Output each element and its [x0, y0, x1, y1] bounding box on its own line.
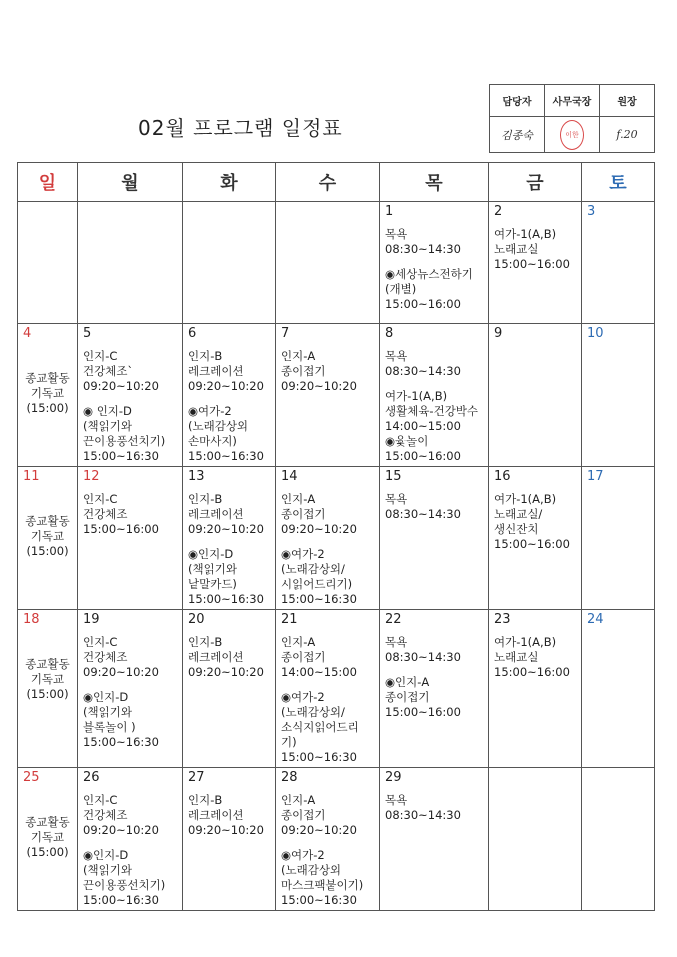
day-number: 25 [23, 770, 40, 785]
schedule-line: 09:20~10:20 [83, 379, 159, 393]
day-cell [489, 324, 582, 467]
day-cell [183, 467, 276, 610]
schedule-line: (노래감상외/ [281, 562, 345, 576]
schedule-line: ◉윷놀이 [385, 434, 429, 448]
day-cell [78, 467, 183, 610]
schedule-line: 끈이용풍선치기) [83, 878, 166, 892]
schedule-line: ◉여가-2 [281, 690, 325, 704]
sunday-note: 기독교 [30, 386, 65, 400]
day-cell [78, 324, 183, 467]
schedule-line: 15:00~16:00 [385, 297, 461, 311]
day-cell [183, 202, 276, 324]
schedule-line: 09:20~10:20 [83, 823, 159, 837]
schedule-line: ◉여가-2 [281, 848, 325, 862]
schedule-line: ◉세상뉴스전하기 [385, 267, 473, 281]
day-cell [489, 467, 582, 610]
day-number: 6 [188, 326, 197, 341]
schedule-line: 여가-1(A,B) [494, 492, 557, 506]
signature-manager: 김종숙 [501, 128, 533, 142]
schedule-line: ◉인지-D [188, 547, 234, 561]
sunday-note: (15:00) [26, 401, 69, 415]
schedule-line: 08:30~14:30 [385, 808, 461, 822]
day-cell [18, 768, 78, 911]
schedule-line: (책읽기와 [83, 863, 132, 877]
day-number: 2 [494, 204, 503, 219]
schedule-line: 소식지읽어드리 [281, 720, 359, 734]
day-number: 12 [83, 469, 100, 484]
schedule-line: 낱말카드) [188, 577, 237, 591]
approval-header-manager: 담당자 [490, 85, 545, 117]
schedule-line: 종이접기 [281, 808, 326, 822]
schedule-line: 15:00~16:00 [494, 537, 570, 551]
schedule-line: 생활체육-건강박수 [385, 404, 479, 418]
weekday-header-thu: 목 [380, 163, 489, 202]
day-cell [78, 202, 183, 324]
day-number: 23 [494, 612, 511, 627]
day-cell [276, 467, 380, 610]
approval-box [489, 84, 655, 153]
schedule-line: 15:00~16:00 [494, 257, 570, 271]
day-number: 3 [587, 204, 596, 219]
weekday-header-sun: 일 [18, 163, 78, 202]
day-cell [78, 768, 183, 911]
schedule-line: (노래감상외 [281, 863, 342, 877]
schedule-line: 목욕 [385, 793, 408, 807]
schedule-line: ◉인지-D [83, 690, 129, 704]
schedule-line: 15:00~16:30 [83, 449, 159, 463]
sunday-note: 종교활동 [25, 514, 70, 528]
schedule-line: 인지-C [83, 492, 118, 506]
schedule-line: 인지-C [83, 793, 118, 807]
schedule-line: 15:00~16:00 [385, 705, 461, 719]
schedule-line: 08:30~14:30 [385, 650, 461, 664]
day-number: 16 [494, 469, 511, 484]
day-number: 4 [23, 326, 32, 341]
day-cell [380, 768, 489, 911]
week-row [18, 202, 655, 324]
schedule-line: 09:20~10:20 [188, 379, 264, 393]
schedule-line: 레크레이션 [188, 507, 244, 521]
day-cell [380, 467, 489, 610]
week-row [18, 324, 655, 467]
line-gap [385, 379, 483, 389]
day-number: 8 [385, 326, 394, 341]
line-gap [385, 257, 483, 267]
schedule-line: 09:20~10:20 [83, 665, 159, 679]
line-gap [188, 394, 270, 404]
schedule-line: 목욕 [385, 635, 408, 649]
schedule-line: 종이접기 [385, 690, 430, 704]
day-number: 28 [281, 770, 298, 785]
schedule-line: 14:00~15:00 [385, 419, 461, 433]
day-cell [276, 324, 380, 467]
day-number: 9 [494, 326, 503, 341]
weekday-header-sat: 토 [582, 163, 655, 202]
schedule-line: 목욕 [385, 227, 408, 241]
schedule-line: 14:00~15:00 [281, 665, 357, 679]
approval-signature-director [600, 117, 655, 153]
schedule-line: 레크레이션 [188, 364, 244, 378]
sunday-note: (15:00) [26, 687, 69, 701]
schedule-line: 종이접기 [281, 364, 326, 378]
page-title: 02월 프로그램 일정표 [138, 116, 343, 140]
schedule-line: 08:30~14:30 [385, 507, 461, 521]
schedule-line: 15:00~16:00 [83, 522, 159, 536]
schedule-line: 15:00~16:00 [494, 665, 570, 679]
schedule-line: 건강체조 [83, 650, 128, 664]
schedule-line: 15:00~16:30 [281, 592, 357, 606]
schedule-line: 기) [281, 735, 297, 749]
weekday-header-mon: 월 [78, 163, 183, 202]
day-number: 1 [385, 204, 394, 219]
seal-stamp: 이한 [560, 120, 584, 150]
schedule-line: 15:00~16:00 [385, 449, 461, 463]
day-cell [582, 324, 655, 467]
schedule-line: 15:00~16:30 [281, 750, 357, 764]
schedule-line: 노래교실 [494, 650, 539, 664]
schedule-line: 노래교실/ [494, 507, 543, 521]
schedule-line: 인지-B [188, 349, 223, 363]
schedule-line: 09:20~10:20 [188, 522, 264, 536]
sunday-note: 종교활동 [25, 371, 70, 385]
signature-director: f.20 [616, 128, 638, 141]
day-cell [489, 610, 582, 768]
schedule-line: 15:00~16:30 [188, 592, 264, 606]
schedule-line: 인지-A [281, 492, 316, 506]
line-gap [281, 838, 374, 848]
schedule-line: 종이접기 [281, 507, 326, 521]
day-cell [276, 610, 380, 768]
schedule-line: (책읽기와 [83, 419, 132, 433]
day-number: 7 [281, 326, 290, 341]
day-number: 19 [83, 612, 100, 627]
schedule-line: 여가-1(A,B) [494, 635, 557, 649]
approval-signature-secretary [545, 117, 600, 153]
calendar-table [17, 162, 655, 911]
schedule-line: (노래감상외 [188, 419, 249, 433]
day-number: 26 [83, 770, 100, 785]
schedule-line: 손마사지) [188, 434, 237, 448]
line-gap [281, 537, 374, 547]
day-cell [78, 610, 183, 768]
day-cell [380, 202, 489, 324]
schedule-line: 15:00~16:30 [83, 893, 159, 907]
schedule-line: 레크레이션 [188, 808, 244, 822]
day-number: 14 [281, 469, 298, 484]
schedule-line: 건강체조 [83, 808, 128, 822]
schedule-line: (책읽기와 [188, 562, 237, 576]
day-cell [380, 324, 489, 467]
schedule-line: ◉인지-A [385, 675, 430, 689]
sunday-note: 종교활동 [25, 657, 70, 671]
day-number: 22 [385, 612, 402, 627]
day-cell [18, 202, 78, 324]
line-gap [385, 665, 483, 675]
schedule-line: 건강체조` [83, 364, 134, 378]
day-number: 21 [281, 612, 298, 627]
weekday-header-fri: 금 [489, 163, 582, 202]
sunday-note: (15:00) [26, 544, 69, 558]
day-number: 5 [83, 326, 92, 341]
schedule-line: 목욕 [385, 349, 408, 363]
week-row [18, 768, 655, 911]
day-number: 11 [23, 469, 40, 484]
schedule-line: (책읽기와 [83, 705, 132, 719]
weekday-header-wed: 수 [276, 163, 380, 202]
schedule-line: 인지-A [281, 635, 316, 649]
schedule-line: 마스크팩붙이기) [281, 878, 364, 892]
day-cell [18, 610, 78, 768]
sunday-note: 기독교 [30, 830, 65, 844]
schedule-line: 15:00~16:30 [281, 893, 357, 907]
schedule-line: 09:20~10:20 [281, 379, 357, 393]
week-row [18, 610, 655, 768]
line-gap [83, 680, 177, 690]
schedule-line: 인지-B [188, 635, 223, 649]
approval-signature-manager [490, 117, 545, 153]
schedule-line: 목욕 [385, 492, 408, 506]
schedule-line: (노래감상외/ [281, 705, 345, 719]
schedule-line: 블록놀이 ) [83, 720, 136, 734]
day-number: 27 [188, 770, 205, 785]
day-cell [18, 467, 78, 610]
schedule-line: (개별) [385, 282, 417, 296]
schedule-line: 인지-B [188, 492, 223, 506]
weekday-header-row [18, 163, 655, 202]
day-cell [380, 610, 489, 768]
day-cell [582, 467, 655, 610]
schedule-line: 09:20~10:20 [188, 823, 264, 837]
day-cell [582, 768, 655, 911]
schedule-line: ◉여가-2 [281, 547, 325, 561]
schedule-line: ◉ 인지-D [83, 404, 132, 418]
calendar-body [18, 202, 655, 911]
schedule-line: 인지-C [83, 349, 118, 363]
day-cell [276, 768, 380, 911]
day-cell [18, 324, 78, 467]
day-number: 18 [23, 612, 40, 627]
schedule-line: 레크레이션 [188, 650, 244, 664]
schedule-line: 인지-B [188, 793, 223, 807]
schedule-line: 노래교실 [494, 242, 539, 256]
approval-header-secretary: 사무국장 [545, 85, 600, 117]
sunday-note: (15:00) [26, 845, 69, 859]
sunday-note: 종교활동 [25, 815, 70, 829]
approval-header-director: 원장 [600, 85, 655, 117]
schedule-line: 08:30~14:30 [385, 242, 461, 256]
schedule-line: 09:20~10:20 [281, 522, 357, 536]
day-cell [489, 202, 582, 324]
day-cell [582, 202, 655, 324]
sunday-note: 기독교 [30, 529, 65, 543]
schedule-line: 여가-1(A,B) [494, 227, 557, 241]
day-number: 10 [587, 326, 604, 341]
schedule-line: 15:00~16:30 [188, 449, 264, 463]
schedule-line: 인지-A [281, 793, 316, 807]
schedule-line: 여가-1(A,B) [385, 389, 448, 403]
day-number: 20 [188, 612, 205, 627]
day-number: 17 [587, 469, 604, 484]
day-number: 15 [385, 469, 402, 484]
day-cell [183, 610, 276, 768]
schedule-line: 인지-A [281, 349, 316, 363]
schedule-line: 종이접기 [281, 650, 326, 664]
schedule-line: 건강체조 [83, 507, 128, 521]
week-row [18, 467, 655, 610]
schedule-line: ◉인지-D [83, 848, 129, 862]
schedule-line: 생신잔치 [494, 522, 539, 536]
weekday-header-tue: 화 [183, 163, 276, 202]
day-cell [489, 768, 582, 911]
schedule-line: 09:20~10:20 [188, 665, 264, 679]
line-gap [281, 680, 374, 690]
line-gap [188, 537, 270, 547]
day-cell [183, 768, 276, 911]
day-number: 29 [385, 770, 402, 785]
day-cell [183, 324, 276, 467]
schedule-line: 08:30~14:30 [385, 364, 461, 378]
schedule-line: 09:20~10:20 [281, 823, 357, 837]
day-cell [582, 610, 655, 768]
line-gap [83, 394, 177, 404]
day-cell [276, 202, 380, 324]
sunday-note: 기독교 [30, 672, 65, 686]
day-number: 24 [587, 612, 604, 627]
schedule-line: 끈이용풍선치기) [83, 434, 166, 448]
schedule-line: ◉여가-2 [188, 404, 232, 418]
day-number: 13 [188, 469, 205, 484]
schedule-line: 인지-C [83, 635, 118, 649]
schedule-line: 15:00~16:30 [83, 735, 159, 749]
schedule-line: 시읽어드리기) [281, 577, 353, 591]
line-gap [83, 838, 177, 848]
